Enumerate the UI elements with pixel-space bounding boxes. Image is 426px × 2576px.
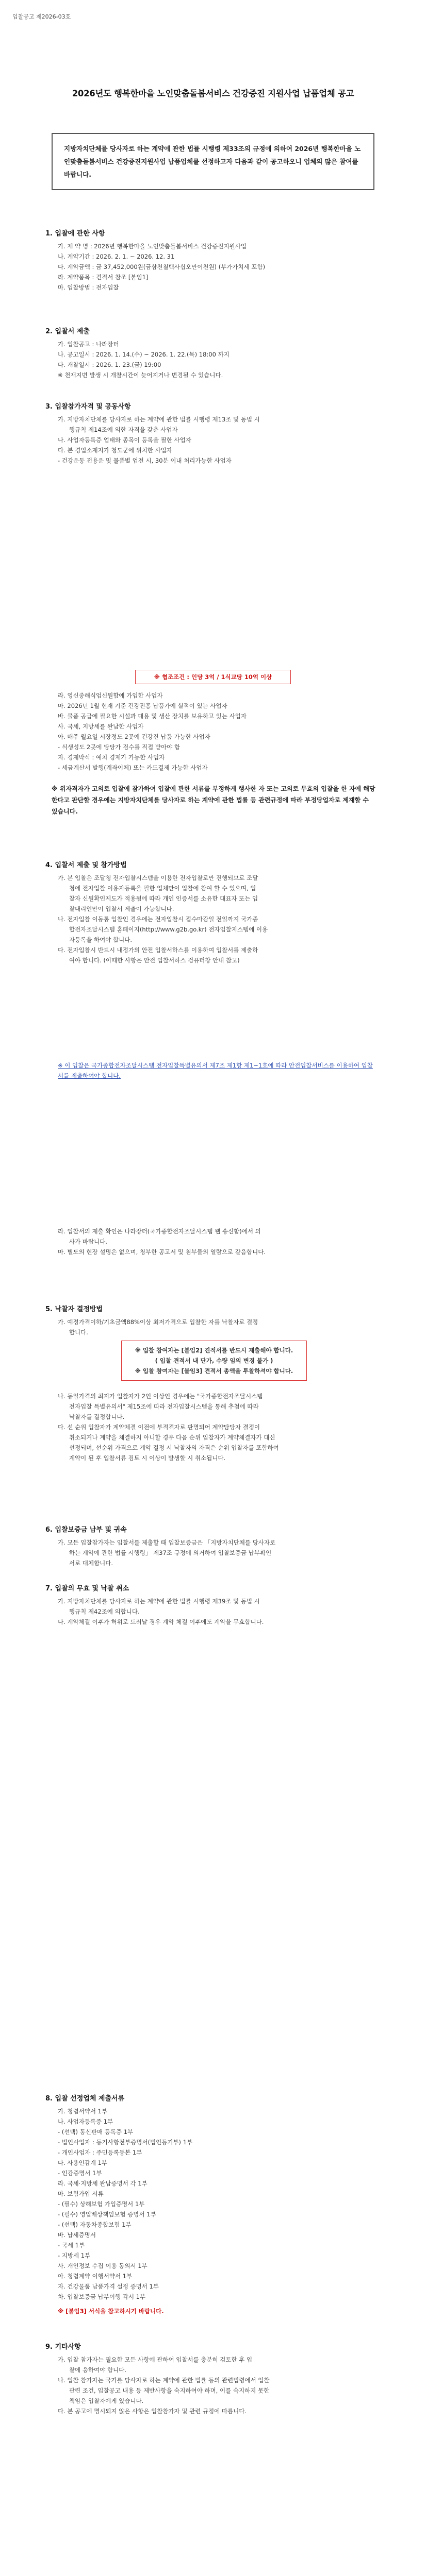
list-item: 사가 바랍니다. bbox=[58, 1238, 107, 1245]
list-item: 행규칙 제42조에 의합니다. bbox=[58, 1608, 140, 1615]
list-item: 합전자조달시스템 홈페이지(http://www.g2b.go.kr) 전자입찰지스템에 이용 bbox=[58, 926, 268, 933]
list-item: 마. 보험가입 서류 bbox=[58, 2190, 104, 2197]
section-3-warning: ※ 위자격자가 고의로 입찰에 참가하여 입찰에 관한 서류를 부정하게 행사한 자 또는 고의로 무효의 입찰을 한 자에 해당한다고 판단할 경우에는 지방자치단체를 당사자로 하는 계약에 관한 법률 등 관련규정에 따라 부정당업자로 제재할 수 있습니다. bbox=[52, 785, 375, 815]
section-7-title: 7. 입찰의 무효 및 낙찰 취소 bbox=[45, 1585, 129, 1592]
list-item: 관련 조건, 입찰공고 내용 등 제반사항을 숙지하여야 하며, 이를 숙지하지 못한 bbox=[58, 2387, 270, 2394]
list-item: 다. 계약금액 : 금 37,452,000원(금삼천칠백사십오만이천원) (부가가치세 포함) bbox=[58, 263, 266, 270]
list-item: 자등록을 하여야 합니다. bbox=[58, 936, 132, 943]
list-item: - 개인사업자 : 주민등록등본 1부 bbox=[58, 2149, 142, 2156]
section-5-list bbox=[58, 1317, 258, 1337]
list-item: 다. 개찰일시 : 2026. 1. 23.(금) 19:00 bbox=[58, 361, 161, 368]
section-8-note: ※ [붙임3] 서식을 참고하시기 바랍니다. bbox=[58, 2308, 164, 2315]
section-2-list bbox=[58, 339, 230, 380]
list-item: 합니다. bbox=[58, 1329, 88, 1336]
list-item: 사. 개인정보 수집 이용 동의서 1부 bbox=[58, 2262, 148, 2269]
list-item: 자. 경제박식 : 예치 경제가 가능한 사업자 bbox=[58, 754, 165, 761]
section-5-notes-box bbox=[121, 1341, 307, 1381]
list-item: 찰대리인만이 입찰서 제출이 가능합니다. bbox=[58, 905, 174, 912]
section-6-list bbox=[58, 1537, 275, 1568]
section-9-list bbox=[58, 2354, 269, 2416]
list-item: - (필수) 상해보험 가입증명서 1부 bbox=[58, 2200, 145, 2208]
list-item: 나. 사업자등록증 1부 bbox=[58, 2118, 113, 2125]
list-item: 책임은 입찰자에게 있습니다. bbox=[58, 2397, 144, 2404]
list-item: 전자입찰 특별유의서" 제15조에 따라 전자입찰시스템을 통해 추첨에 따라 bbox=[58, 1403, 259, 1410]
section-1-title: 1. 입찰에 관한 사항 bbox=[45, 230, 105, 238]
list-item: 가. 제 약 명 : 2026년 행복한마을 노인맞춤돌봄서비스 건강증진지원사업 bbox=[58, 243, 247, 250]
section-4-list bbox=[58, 873, 268, 965]
section-4-title: 4. 입찰서 제출 및 참가방법 bbox=[45, 861, 127, 869]
list-item: 나. 동일가격의 최저가 입찰자가 2인 이상인 경우에는 "국가종합전자조달시스템 bbox=[58, 1393, 263, 1400]
list-item: 가. 청렴서약서 1부 bbox=[58, 2108, 108, 2115]
list-item: 가. 본 입찰은 조달청 전자입찰시스템을 이용한 전자입찰로만 진행되므로 조달 bbox=[58, 874, 258, 882]
section-2-title: 2. 입찰서 제출 bbox=[45, 328, 90, 335]
list-item: 라. 입찰서의 제출 확인은 나라장터(국가종합전자조달시스템 웹 송신함)에서 의 bbox=[58, 1228, 261, 1235]
list-item: 사. 국세, 지방세를 완납한 사업자 bbox=[58, 723, 144, 730]
list-item: 가. 입찰 참가자는 필요한 모든 사항에 관하여 입찰서를 충분히 검토한 후 입 bbox=[58, 2356, 253, 2363]
list-item: 라. 영신중해식업신원함에 가입한 사업자 bbox=[58, 692, 163, 699]
section-3-list-2 bbox=[58, 690, 247, 773]
list-item: 나. 전자입찰 이동통 입찰인 경우에는 전자입찰시 접수마감일 전일까지 국가종 bbox=[58, 916, 258, 923]
section-9-title: 9. 기타사항 bbox=[45, 2343, 81, 2351]
list-item: - (선택) 통신판매 등록증 1부 bbox=[58, 2128, 134, 2136]
list-item: - 건강운동 전용운 및 물품별 업전 시, 30분 이내 처리가능한 사업자 bbox=[58, 457, 232, 464]
list-item: 가. 입찰공고 : 나라장터 bbox=[58, 341, 119, 348]
list-item: 찰에 응하여야 합니다. bbox=[58, 2366, 126, 2374]
section-7-list bbox=[58, 1596, 264, 1627]
section-4-list-2 bbox=[58, 1226, 266, 1257]
list-item: - 지방세 1부 bbox=[58, 2252, 91, 2259]
list-item: 나. 계약체결 이후가 허위로 드러날 경우 계약 체결 이후에도 계약을 무효합니다. bbox=[58, 1618, 264, 1625]
list-item: 바. 물품 공급에 필요한 시설과 대용 및 생산 장치를 보유하고 있는 사업자 bbox=[58, 713, 247, 720]
list-item: 여야 합니다. (이때한 사항은 안전 입찰서하스 검퓨터창 안내 참고) bbox=[58, 957, 240, 964]
list-item: ※ 입찰 참여자는 [붙임3] 견적서 총액을 투찰하셔야 합니다. bbox=[135, 1367, 293, 1375]
list-item: 자. 건강물품 납품가격 설정 증명서 1부 bbox=[58, 2283, 159, 2290]
section-8-list bbox=[58, 2106, 192, 2302]
list-item: - 세금계산서 발행(계좌이체) 또는 카드결제 가능한 사업자 bbox=[58, 764, 208, 771]
list-item: 취소되거나 계약을 체결하지 아니할 경우 다음 순위 입찰자가 계약체결자가 대신 bbox=[58, 1434, 275, 1441]
page-title: 2026년도 행복한마을 노인맞춤돌봄서비스 건강증진 지원사업 납품업체 공고 bbox=[72, 89, 354, 98]
list-item: 나. 계약기간 : 2026. 2. 1. ~ 2026. 12. 31 bbox=[58, 253, 175, 260]
list-item: 낙찰자를 결정합니다. bbox=[58, 1413, 125, 1420]
section-5-list-2 bbox=[58, 1391, 279, 1463]
list-item: 라. 국세·지방세 완납증명서 각 1부 bbox=[58, 2180, 148, 2187]
list-item: 나. 입찰 참가자는 국가를 당사자로 하는 계약에 관한 법률 등의 관련법령에서 입찰 bbox=[58, 2377, 270, 2384]
list-item: 다. 사용인감계 1부 bbox=[58, 2159, 108, 2166]
list-item: - (필수) 영업배상책임보험 증명서 1부 bbox=[58, 2211, 156, 2218]
qualification-condition-box: ※ 협조조건 : 인당 3억 / 1식교당 10억 이상 bbox=[135, 670, 291, 684]
list-item: 가. 지방자치단체를 당사자로 하는 계약에 관한 법률 시행령 제13조 및 동법 시 bbox=[58, 416, 260, 423]
list-item: 다. 선 순위 입찰자가 계약체결 이전에 부적격자로 판명되어 계약담당자 결정이 bbox=[58, 1423, 260, 1431]
section-1-list bbox=[58, 241, 265, 293]
list-item: 찰자 신원확인제도가 적용됨에 따라 개인 인증서를 소유한 대표자 또는 입 bbox=[58, 895, 258, 902]
list-item: 다. 전자입찰시 반드시 내정가의 안전 입찰서하스를 이용하여 입찰서를 제출하 bbox=[58, 946, 258, 954]
list-item: - (선택) 자동차종합보험 1부 bbox=[58, 2221, 132, 2228]
section-6-title: 6. 입찰보증금 납부 및 귀속 bbox=[45, 1526, 127, 1534]
list-item: ※ 입찰 참여자는 [붙임2] 견적서를 반드시 제출해야 합니다. bbox=[135, 1347, 293, 1354]
list-item: 다. 본 경업소재지가 청도군에 위치한 사업자 bbox=[58, 447, 172, 454]
list-item: - 법인사업자 : 등기사항전부증명서(법인등기부) 1부 bbox=[58, 2139, 193, 2146]
list-item: 계약이 된 후 입찰서류 검토 시 이상이 발생할 시 취소됩니다. bbox=[58, 1454, 226, 1462]
list-item: - 식생성도 2곳에 당당가 검수를 직접 받아야 함 bbox=[58, 743, 181, 751]
list-item: 하는 계약에 관한 법률 시행령」 제37조 규정에 의거하여 입찰보증금 납부확인 bbox=[58, 1549, 272, 1556]
list-item: 선정되며, 선순위 가격으로 계약 결정 시 낙찰자의 자격은 순위 입찰자를 포함하여 bbox=[58, 1444, 279, 1451]
list-item: 가. 모든 입찰참가자는 입찰서를 제출할 때 입찰보증금은 「지방자치단체를 당사자로 bbox=[58, 1539, 276, 1546]
list-item: 나. 사업자등록증 업태와 종목이 등록을 필한 사업자 bbox=[58, 436, 191, 444]
list-item: 서로 대체합니다. bbox=[58, 1560, 113, 1567]
list-item: - 국세 1부 bbox=[58, 2242, 85, 2249]
list-item: 라. 계약품목 : 견적서 참조 [붙임1] bbox=[58, 274, 149, 281]
section-3-list bbox=[58, 414, 260, 466]
intro-box: 지방자치단체를 당사자로 하는 계약에 관한 법률 시행령 제33조의 규정에 의하여 2026년 행복한마을 노인맞춤돌봄서비스 건강증진지원사업 납품업체를 선정하고자 다음과 같이 공고하오니 업체의 많은 참여를 바랍니다. bbox=[52, 133, 374, 190]
list-item: 다. 본 공고에 명시되지 않은 사항은 입찰참가자 및 관련 규정에 따릅니다. bbox=[58, 2408, 247, 2415]
list-item: 행규칙 제14조에 의한 자격을 갖춘 사업자 bbox=[58, 426, 178, 433]
section-4-warning: ※ 이 입찰은 국가종합전자조달시스템 전자입찰특별유의서 제7조 제1항 제1~1호에 따라 안전입찰서비스를 이용하여 입찰서를 제출하여야 합니다. bbox=[58, 1062, 373, 1079]
list-item: 차. 입찰보증금 납부이행 각서 1부 bbox=[58, 2293, 146, 2300]
list-item: 나. 공고일시 : 2026. 1. 14.(수) ~ 2026. 1. 22.(목) 18:00 까지 bbox=[58, 351, 230, 358]
list-item: 아. 청렴계약 이행서약서 1부 bbox=[58, 2273, 133, 2280]
list-item: 가. 지방자치단체를 당사자로 하는 계약에 관한 법률 시행령 제39조 및 동법 시 bbox=[58, 1598, 260, 1605]
notice-reference-number: 입찰공고 제2026-03호 bbox=[12, 13, 71, 20]
list-item: ※ 천재지변 발생 시 개찰시간이 늦어지거나 변경될 수 있습니다. bbox=[58, 371, 223, 379]
list-item: 가. 예정가격이하/기초금액88%이상 최저가격으로 입찰한 자를 낙찰자로 결정 bbox=[58, 1318, 258, 1326]
section-3-title: 3. 입찰참가자격 및 공동사항 bbox=[45, 403, 131, 411]
list-item: 청에 전자입찰 이용자등록을 필한 업체만이 입찰에 참여 할 수 있으며, 입 bbox=[58, 885, 256, 892]
list-item: ( 입찰 견적서 내 단가, 수량 임의 변경 불가 ) bbox=[155, 1357, 273, 1364]
list-item: 마. 2026년 1월 현재 기준 건강진흥 납품가에 실적이 있는 사업자 bbox=[58, 702, 227, 709]
list-item: 마. 입찰방법 : 전자입찰 bbox=[58, 284, 119, 291]
list-item: 바. 납세증명서 bbox=[58, 2231, 96, 2239]
section-8-title: 8. 입찰 선정업체 제출서류 bbox=[45, 2095, 125, 2103]
list-item: 아. 매주 월요일 시장정도 2곳에 건강진 납품 가능한 사업자 bbox=[58, 733, 210, 740]
list-item: 마. 별도의 현장 설명은 없으며, 청부한 공고서 및 첨부물의 열람으로 갈음합니다. bbox=[58, 1248, 266, 1256]
list-item: - 인감증명서 1부 bbox=[58, 2170, 102, 2177]
section-5-title: 5. 낙찰자 결정방법 bbox=[45, 1306, 103, 1313]
